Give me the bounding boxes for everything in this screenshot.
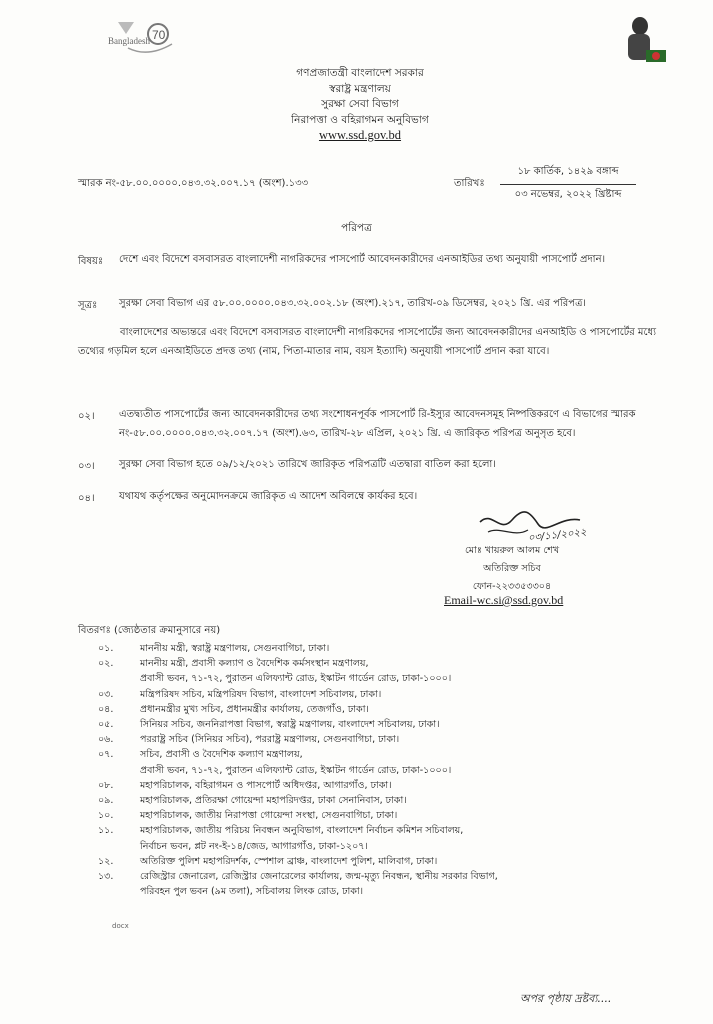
distribution-item-number: ০৩. [98,688,114,700]
date-english: ০৩ নভেম্বর, ২০২২ খ্রিষ্টাব্দ [514,189,622,200]
distribution-item [98,747,688,777]
mujib-borsho-logo [88,14,180,62]
paragraph-text: যথাযথ কর্তৃপক্ষের অনুমোদনক্রমে জারিকৃত এ আদেশ অবিলম্বে কার্যকর হবে। [119,491,418,502]
distribution-item [98,641,688,656]
distribution-item-number: ০৭. [98,749,114,761]
distribution-item-text [140,641,688,656]
distribution-item-line: মহাপরিচালক, জাতীয় পরিচয় নিবন্ধন অনুবিভাগ, বাংলাদেশ নির্বাচন কমিশন সচিবালয়, [140,825,464,837]
svg-text:Bangladesh: Bangladesh [108,36,150,46]
date-bangla: ১৮ কার্তিক, ১৪২৯ বঙ্গাব্দ [500,162,636,185]
distribution-item-text [140,717,688,732]
signature-block [412,542,612,596]
document-title: পরিপত্র [341,222,372,234]
distribution-item-text [140,869,688,899]
signatory-email[interactable]: Email-wc.si@ssd.gov.bd [444,593,564,607]
intro-paragraph: বাংলাদেশের অভ্যন্তরে এবং বিদেশে বসবাসরত বাংলাদেশী নাগরিকদের পাসপোর্টের জন্য আবেদনকারীদের এনআইডি ও পাসপোর্টের মধ্যে তথ্যের গড়মিল হলে এনআইডিতে প্রদত্ত তথ্য (নাম, পিতা-মাতার নাম, বয়স ইত্যাদি) অনুযায়ী পাসপোর্ট প্রদান করা যাবে। [78,327,657,357]
signatory-designation: অতিরিক্ত সচিব [483,563,541,574]
distribution-item-text [140,823,688,853]
distribution-item [98,808,688,823]
distribution-item-number: ০৯. [98,795,114,807]
distribution-item-text [140,778,688,793]
distribution-item-line: অতিরিক্ত পুলিশ মহাপরিদর্শক, স্পেশাল ব্রাঞ্চ, বাংলাদেশ পুলিশ, মালিবাগ, ঢাকা। [140,855,438,867]
distribution-item-line: মাননীয় মন্ত্রী, প্রবাসী কল্যাণ ও বৈদেশিক কর্মসংস্থান মন্ত্রণালয়, [140,658,369,670]
distribution-item-line: সচিব, প্রবাসী ও বৈদেশিক কল্যাণ মন্ত্রণালয়, [140,749,303,761]
distribution-item-line: পররাষ্ট্র সচিব (সিনিয়র সচিব), পররাষ্ট্র মন্ত্রণালয়, সেগুনবাগিচা, ঢাকা। [140,734,400,746]
distribution-item-line: প্রধানমন্ত্রীর মুখ্য সচিব, প্রধানমন্ত্রীর কার্যালয়, তেজগাঁও, ঢাকা। [140,703,369,715]
paragraph-number: ০২। [78,411,95,422]
distribution-item-text [140,702,688,717]
distribution-item-line: মাননীয় মন্ত্রী, স্বরাষ্ট্র মন্ত্রণালয়, সেগুনবাগিচা, ঢাকা। [140,643,330,654]
header-line: নিরাপত্তা ও বহিরাগমন অনুবিভাগ [291,113,429,126]
office-header [200,66,520,144]
distribution-item-number: ১৩. [98,871,114,883]
distribution-item-text [140,854,688,869]
distribution-list [98,641,688,899]
distribution-item [98,687,688,702]
distribution-item-line: মন্ত্রিপরিষদ সচিব, মন্ত্রিপরিষদ বিভাগ, বাংলাদেশ সচিবালয়, ঢাকা। [140,688,382,700]
distribution-item [98,732,688,747]
website-link[interactable]: www.ssd.gov.bd [318,128,402,142]
distribution-item-number: ১০. [98,810,114,822]
distribution-item-text [140,747,688,777]
svg-text:70: 70 [152,28,166,42]
distribution-title: বিতরণঃ (জ্যেষ্ঠতার ক্রমানুসারে নয়) [78,625,221,636]
distribution-item-text [140,808,688,823]
paragraph-number: ০৩। [78,461,95,472]
signatory-phone: ফোন-২২৩৩৫৩৩০৪ [472,581,552,592]
continued-note: অপর পৃষ্ঠায় দ্রষ্টব্য.... [520,992,612,1005]
docx-label: docx [112,922,129,930]
distribution-item-number: ০৪. [98,703,114,715]
distribution-item-line: প্রবাসী ভবন, ৭১-৭২, পুরাতন এলিফ্যান্ট রোড, ইস্কাটন গার্ডেন রোড, ঢাকা-১০০০। [140,673,452,685]
distribution-item [98,717,688,732]
distribution-item-number: ০১. [98,643,114,654]
signature-date: ০৩/১১/২০২২ [527,526,588,545]
distribution-item [98,702,688,717]
distribution-item [98,778,688,793]
distribution-item [98,823,688,853]
distribution-item-line: রেজিস্ট্রার জেনারেল, রেজিস্ট্রার জেনারেলের কার্যালয়, জন্ম-মৃত্যু নিবন্ধন, স্থানীয় সরকার বিভাগ, [140,871,498,883]
reference-text: সুরক্ষা সেবা বিভাগ এর ৫৮.০০.০০০০.০৪৩.৩২.০০২.১৮ (অংশ).২১৭, তারিখ-০৯ ডিসেম্বর, ২০২১ খ্রি. এর পরিপত্র। [119,298,587,309]
distribution-item-number: ০৮. [98,779,114,791]
distribution-item-text [140,687,688,702]
distribution-item-text [140,793,688,808]
paragraph-text: এতদ্ব্যতীত পাসপোর্টের জন্য আবেদনকারীদের তথ্য সংশোধনপূর্বক পাসপোর্ট রি-ইস্যুর আবেদনসমূহ নিষ্পত্তিকরণে এ বিভাগের স্মারক নং-৫৮.০০.০০০০.০৪৩.৩২.০০৭.১৭ (অংশ).৬৩, তারিখ-২৮ এপ্রিল, ২০২১ খ্রি. এ জারিকৃত পরিপত্র অনুসৃত হবে। [119,409,636,439]
distribution-item-line: মহাপরিচালক, বহিরাগমন ও পাসপোর্ট অধিদপ্তর, আগারগাঁও, ঢাকা। [140,779,392,791]
distribution-item-number: ০২. [98,658,114,670]
signatory-name: মোঃ খায়রুল আলম শেখ [464,545,560,556]
distribution-item-line: নির্বাচন ভবন, প্লট নং-ই-১৪/জেড, আগারগাঁও, ঢাকা-১২০৭। [140,840,368,852]
subject-label: বিষয়ঃ [78,256,104,267]
mujib-portrait-logo [620,14,670,66]
distribution-item-number: ০৬. [98,734,114,746]
distribution-item [98,793,688,808]
distribution-item [98,869,688,899]
subject-text: দেশে এবং বিদেশে বসবাসরত বাংলাদেশী নাগরিকদের পাসপোর্ট আবেদনকারীদের এনআইডির তথ্য অনুযায়ী পাসপোর্ট প্রদান। [119,254,606,265]
distribution-item-number: ০৫. [98,719,114,731]
distribution-item-text [140,732,688,747]
date-box [500,162,636,205]
reference-label: সূত্রঃ [78,300,98,311]
header-line: স্বরাষ্ট্র মন্ত্রণালয় [329,82,391,95]
paragraph-number: ০৪। [78,493,95,504]
distribution-item-line: মহাপরিচালক, জাতীয় নিরাপত্তা গোয়েন্দা সংস্থা, সেগুনবাগিচা, ঢাকা। [140,810,398,822]
header-line: গণপ্রজাতন্ত্রী বাংলাদেশ সরকার [296,67,424,79]
distribution-item-number: ১১. [98,825,114,837]
distribution-item [98,854,688,869]
distribution-item-line: মহাপরিচালক, প্রতিরক্ষা গোয়েন্দা মহাপরিদপ্তর, ঢাকা সেনানিবাস, ঢাকা। [140,795,407,807]
date-label: তারিখঃ [454,178,485,189]
distribution-item [98,656,688,686]
distribution-item-line: পরিবহন পুল ভবন (৯ম তলা), সচিবালয় লিংক রোড, ঢাকা। [140,886,364,898]
distribution-item-text [140,656,688,686]
header-line: সুরক্ষা সেবা বিভাগ [321,98,399,110]
distribution-item-number: ১২. [98,855,114,867]
distribution-item-line: সিনিয়র সচিব, জননিরাপত্তা বিভাগ, স্বরাষ্ট্র মন্ত্রণালয়, বাংলাদেশ সচিবালয়, ঢাকা। [140,719,440,731]
paragraph-text: সুরক্ষা সেবা বিভাগ হতে ০৯/১২/২০২১ তারিখে জারিকৃত পরিপত্রটি এতদ্বারা বাতিল করা হলো। [119,459,496,470]
memo-number: স্মারক নং-৫৮.০০.০০০০.০৪৩.৩২.০০৭.১৭ (অংশ).১৩৩ [78,178,309,189]
distribution-item-line: প্রবাসী ভবন, ৭১-৭২, পুরাতন এলিফ্যান্ট রোড, ইস্কাটন গার্ডেন রোড, ঢাকা-১০০০। [140,764,452,776]
